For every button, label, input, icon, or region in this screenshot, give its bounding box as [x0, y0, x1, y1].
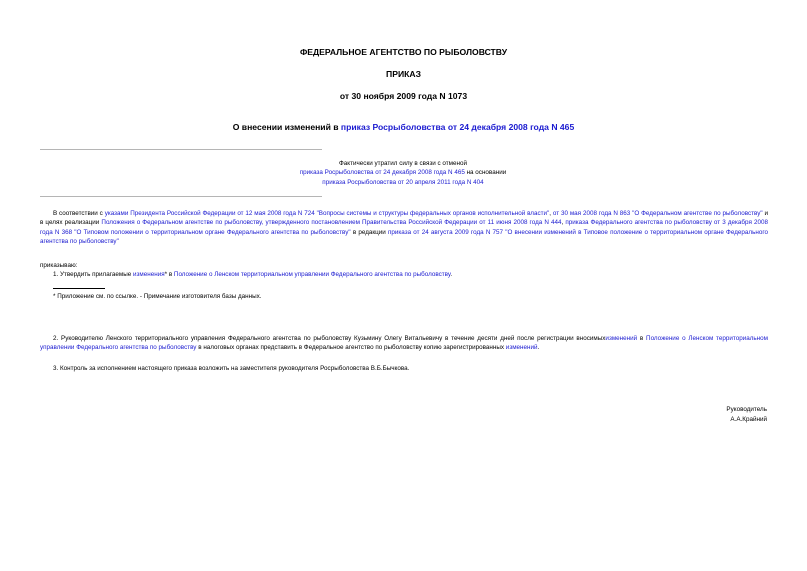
repeal-link-404[interactable]: приказа Росрыболовства от 20 апреля 2011 года N 404: [322, 178, 484, 186]
item-1-text: .: [450, 271, 453, 278]
regulation-444-link[interactable]: Положения о Федеральном агентстве по рыболовству, утвержденного постановлением Правительства Российской Федерации от 11 июня 2008 года N 444: [101, 219, 562, 227]
item-1-text: * в: [164, 271, 174, 278]
signature-title: Руководитель: [726, 406, 767, 413]
decree-863-link[interactable]: от 30 мая 2008 года N 863 "О Федеральном агентстве по рыболовству": [552, 210, 763, 217]
item-3: 3. Контроль за исполнением настоящего приказа возложить на заместителя руководителя Росрыболовства В.Б.Бычкова.: [53, 365, 410, 372]
lena-regulation-link[interactable]: Положение о Ленском территориальном управлении Федерального агентства по рыболовству: [40, 335, 768, 352]
divider-bottom: [40, 196, 322, 197]
subject-prefix: О внесении изменений в: [232, 122, 341, 132]
item-2: [40, 334, 768, 353]
status-line-2-suffix: на основании: [464, 169, 507, 177]
agency-title: ФЕДЕРАЛЬНОЕ АГЕНТСТВО ПО РЫБОЛОВСТВУ: [299, 47, 508, 57]
preamble-text: в редакции: [350, 228, 388, 236]
preamble-text: ,: [561, 219, 566, 227]
order-757-link[interactable]: приказа от 24 августа 2009 года N 757 "О внесении изменений в Типовое положение о территориальном органе Федерального агентства по рыболовству": [40, 228, 768, 246]
footnote-rule: [53, 288, 105, 289]
item-2-text: в налоговых органах представить в Федеральное агентство по рыболовству копию зарегистрированных: [196, 344, 506, 352]
preamble: [40, 209, 768, 247]
preamble-text: ,: [549, 210, 553, 217]
order-368-link[interactable]: приказа Федерального агентства по рыболовству от 3 декабря 2008 года N 368 "О Типовом положении о территориальном органе Федерального агентства по рыболовству": [40, 219, 768, 236]
item-1-text: 1. Утвердить прилагаемые: [53, 271, 133, 278]
footnote: * Приложение см. по ссылке. - Примечание изготовителя базы данных.: [53, 293, 262, 300]
item-2-text: 2. Руководителю Ленского территориального управления Федерального агентства по рыболовству Кузьмину Олегу Витальевичу в течение десяти дней после регистрации вносимых: [53, 335, 606, 342]
item-2-text: в: [637, 335, 647, 342]
preamble-text: и в целях реализации: [40, 210, 768, 227]
subject-link[interactable]: приказ Росрыболовства от 24 декабря 2008 года N 465: [340, 122, 575, 132]
preamble-text: В соответствии с: [53, 210, 105, 217]
status-line-1: Фактически утратил силу в связи с отменой: [339, 160, 467, 167]
item-1: [53, 270, 768, 279]
amendments-link[interactable]: изменений: [505, 344, 538, 352]
decree-724-link[interactable]: указами Президента Российской Федерации от 12 мая 2008 года N 724 "Вопросы системы и структуры федеральных органов исполнительной власти": [104, 210, 550, 217]
doc-type: ПРИКАЗ: [386, 69, 421, 79]
status-line-2: [220, 168, 586, 177]
divider-top: [40, 149, 322, 150]
amendments-link[interactable]: изменения: [133, 271, 165, 278]
item-2-text: .: [537, 344, 540, 352]
status-note: [220, 159, 586, 187]
lena-regulation-link[interactable]: Положение о Ленском территориальном управлении Федерального агентства по рыболовству: [173, 271, 451, 278]
amendments-link[interactable]: изменений: [605, 335, 638, 342]
signature-name: А.А.Крайний: [730, 416, 767, 423]
repeal-link-465[interactable]: приказа Росрыболовства от 24 декабря 2008 года N 465: [299, 169, 465, 177]
order-word: приказываю:: [40, 262, 78, 269]
doc-subject: [0, 122, 807, 132]
doc-date-number: от 30 ноября 2009 года N 1073: [339, 91, 468, 101]
